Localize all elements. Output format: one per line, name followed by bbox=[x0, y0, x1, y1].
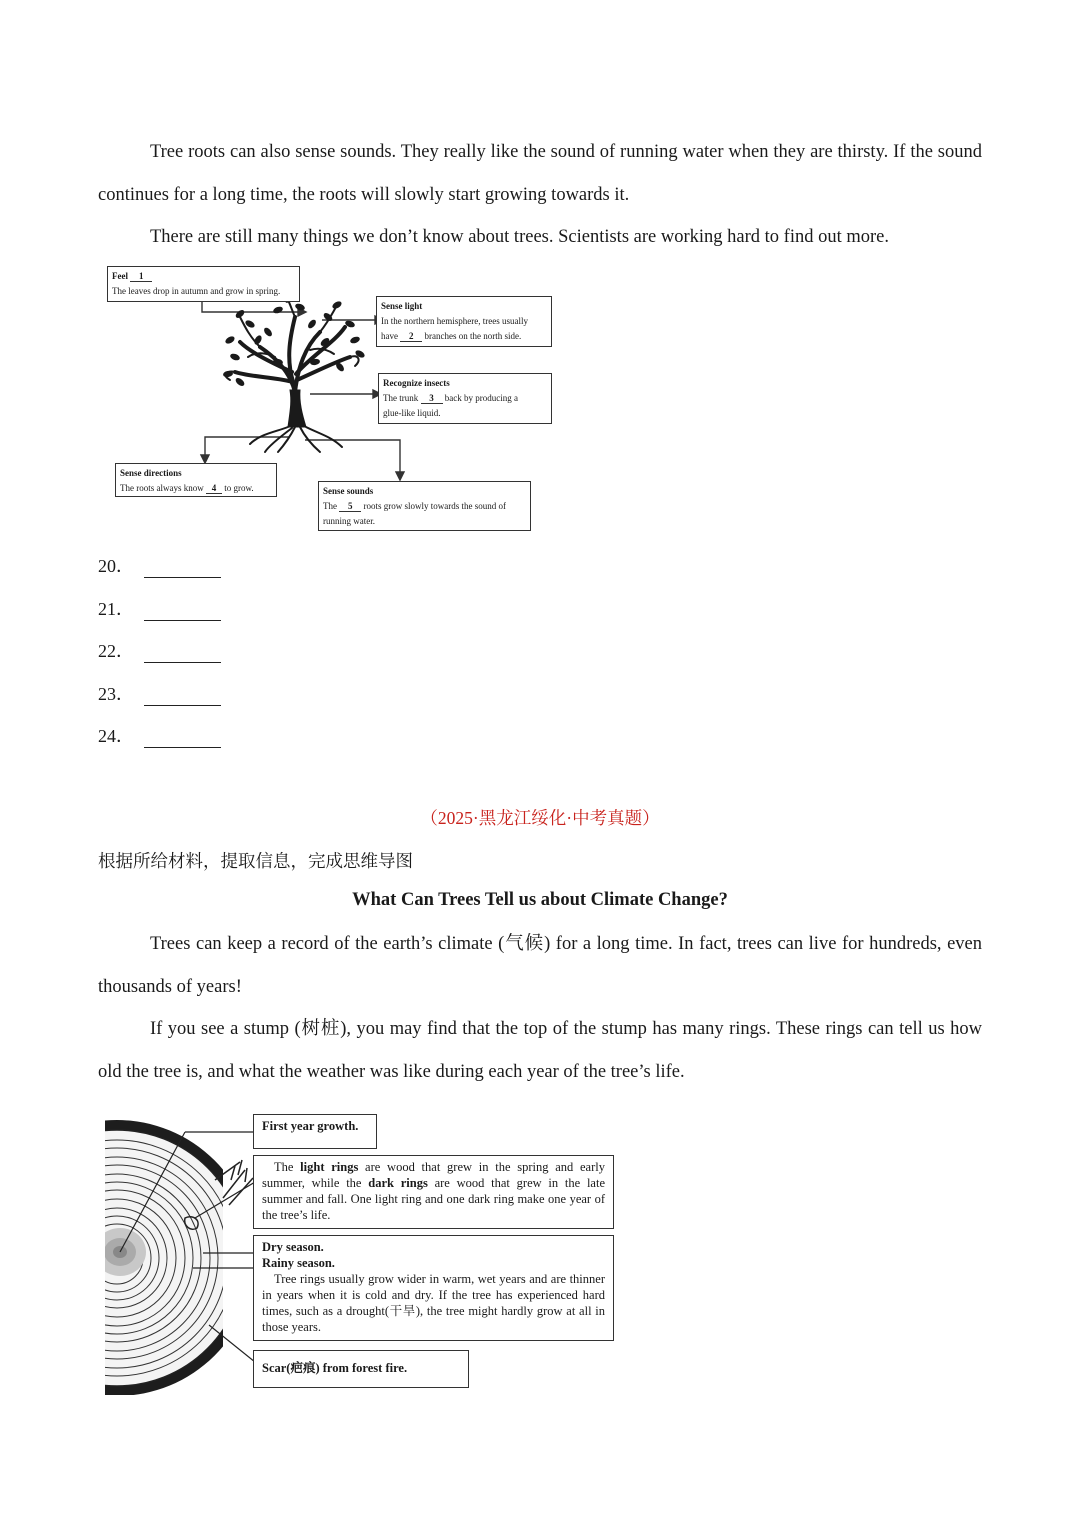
article-paragraph-2: If you see a stump (树桩), you may find that the top of the stump has many rings. These rings can tell us how old the tree is, and what the weather was like during each year of the tree’s life. bbox=[98, 1019, 982, 1082]
insects-post: back by producing a bbox=[444, 393, 518, 403]
first-year-growth-box bbox=[253, 1114, 377, 1149]
tree-icon bbox=[223, 292, 366, 452]
answer-21 bbox=[98, 595, 221, 621]
recognize-insects-box bbox=[378, 373, 552, 424]
answer-22 bbox=[98, 637, 221, 663]
sense-directions-box bbox=[115, 463, 277, 497]
passage-paragraph-1: Tree roots can also sense sounds. They really like the sound of running water when they are thirsty. If the sound continues for a long time, the roots will slowly start growing towards it. bbox=[98, 142, 982, 205]
blank-4: 4 bbox=[206, 483, 222, 494]
sense-light-line1: In the northern hemisphere, trees usually bbox=[381, 316, 528, 326]
answer-20 bbox=[98, 552, 221, 578]
answer-blank[interactable] bbox=[144, 644, 221, 663]
instruction-text: 根据所给材料，提取信息，完成思维导图 bbox=[98, 851, 413, 871]
sense-directions-heading: Sense directions bbox=[120, 468, 182, 478]
insects-pre: The trunk bbox=[383, 393, 419, 403]
article-paragraph-1: Trees can keep a record of the earth’s climate (气候) for a long time. In fact, trees can live for hundreds, even thousands of years! bbox=[98, 934, 982, 997]
light-rings-term: light rings bbox=[300, 1160, 359, 1174]
answer-blank[interactable] bbox=[144, 602, 221, 621]
sense-sounds-heading: Sense sounds bbox=[323, 486, 374, 496]
rings-text-pre: The bbox=[274, 1160, 301, 1174]
sense-light-post: branches on the north side. bbox=[424, 331, 522, 341]
answer-blank[interactable] bbox=[144, 559, 221, 578]
scar-text: Scar(疤痕) from forest fire. bbox=[262, 1361, 408, 1375]
feel-box bbox=[107, 266, 300, 302]
seasons-text: Tree rings usually grow wider in warm, wet years and are thinner in years when it is cold and dry. If the tree has experienced hard times, such as a drought(干旱), the tree might hardly grow at all in those years. bbox=[262, 1272, 605, 1334]
first-year-growth-text: First year growth. bbox=[262, 1119, 359, 1133]
mind-map-diagram bbox=[100, 262, 560, 537]
answer-label: 21． bbox=[98, 599, 134, 619]
answer-label: 20． bbox=[98, 556, 134, 576]
passage-paragraph-2: There are still many things we don’t know about trees. Scientists are working hard to find out more. bbox=[150, 227, 889, 247]
dark-rings-term: dark rings bbox=[368, 1176, 428, 1190]
light-dark-rings-box bbox=[253, 1155, 614, 1229]
question-source: （2025·黑龙江绥化·中考真题） bbox=[420, 808, 660, 828]
tree-rings-diagram bbox=[105, 1110, 620, 1395]
rainy-season-label: Rainy season. bbox=[262, 1256, 335, 1270]
sounds-line2: running water. bbox=[323, 516, 375, 526]
recognize-insects-heading: Recognize insects bbox=[383, 378, 450, 388]
rings-text-mid: are wood that grew in the spring and early summer, while the bbox=[262, 1160, 605, 1190]
seasons-box bbox=[253, 1235, 614, 1341]
sense-light-pre: have bbox=[381, 331, 398, 341]
blank-2: 2 bbox=[400, 331, 422, 342]
sense-light-box bbox=[376, 296, 552, 347]
blank-1: 1 bbox=[130, 271, 152, 282]
directions-post: to grow. bbox=[224, 483, 254, 493]
rings-text-post: are wood that grew in the late summer and fall. One light ring and one dark ring make one year of the tree’s life. bbox=[262, 1176, 605, 1222]
blank-3: 3 bbox=[421, 393, 443, 404]
sense-light-heading: Sense light bbox=[381, 301, 423, 311]
sounds-post: roots grow slowly towards the sound of bbox=[363, 501, 506, 511]
answer-blank[interactable] bbox=[144, 687, 221, 706]
answer-label: 23． bbox=[98, 684, 134, 704]
answer-label: 22． bbox=[98, 641, 134, 661]
answer-24 bbox=[98, 722, 221, 748]
feel-text: The leaves drop in autumn and grow in spring. bbox=[112, 286, 281, 296]
scar-box bbox=[253, 1350, 469, 1388]
feel-heading: Feel bbox=[112, 271, 128, 281]
dry-season-label: Dry season. bbox=[262, 1240, 324, 1254]
insects-line2: glue-like liquid. bbox=[383, 408, 441, 418]
sounds-pre: The bbox=[323, 501, 337, 511]
answer-23 bbox=[98, 680, 221, 706]
directions-pre: The roots always know bbox=[120, 483, 204, 493]
answer-blank[interactable] bbox=[144, 729, 221, 748]
sense-sounds-box bbox=[318, 481, 531, 531]
article-title: What Can Trees Tell us about Climate Change? bbox=[352, 890, 728, 910]
answer-label: 24． bbox=[98, 726, 134, 746]
blank-5: 5 bbox=[339, 501, 361, 512]
